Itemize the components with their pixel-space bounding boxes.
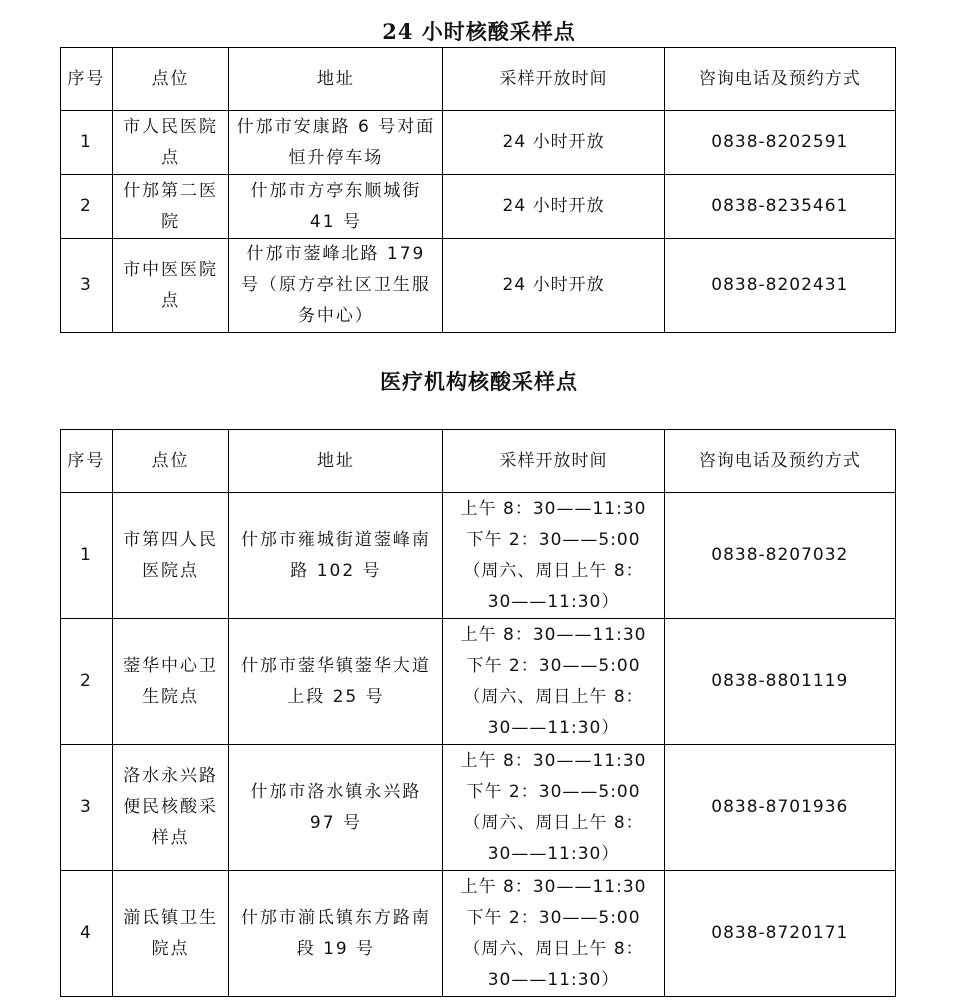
table-row (61, 619, 896, 745)
row-index: 2 (61, 175, 113, 239)
hours-weekend-line2: 30——11:30） (487, 969, 620, 990)
row-site: 市第四人民医院点 (112, 493, 229, 619)
header-index: 序号 (61, 430, 113, 493)
header-hours: 采样开放时间 (443, 430, 664, 493)
row-index: 4 (61, 871, 113, 997)
row-hours: 24 小时开放 (443, 175, 664, 239)
row-phone: 0838-8720171 (664, 871, 895, 997)
table-row (61, 871, 896, 997)
hours-afternoon: 下午 2：30——5:00 (466, 655, 641, 676)
medical-institution-sampling-sites-table (60, 429, 896, 997)
row-site: 洛水永兴路便民核酸采样点 (112, 745, 229, 871)
row-phone: 0838-8801119 (664, 619, 895, 745)
table-header-row (61, 48, 896, 111)
row-site: 蓥华中心卫生院点 (112, 619, 229, 745)
row-hours (443, 745, 664, 871)
row-hours: 24 小时开放 (443, 111, 664, 175)
row-address: 什邡市蓥华镇蓥华大道上段 25 号 (229, 619, 443, 745)
hours-weekend-line1: （周六、周日上午 8： (463, 938, 644, 959)
table-row (61, 493, 896, 619)
header-address: 地址 (229, 430, 443, 493)
row-site: 市中医医院点 (112, 239, 229, 333)
hours-afternoon: 下午 2：30——5:00 (466, 907, 641, 928)
row-index: 3 (61, 745, 113, 871)
24h-sampling-sites-table (60, 47, 896, 333)
row-index: 3 (61, 239, 113, 333)
table-row (61, 175, 896, 239)
row-phone: 0838-8202591 (664, 111, 895, 175)
row-index: 1 (61, 111, 113, 175)
row-hours (443, 871, 664, 997)
header-contact: 咨询电话及预约方式 (664, 48, 895, 111)
hours-weekend-line1: （周六、周日上午 8： (463, 560, 644, 581)
row-phone: 0838-8207032 (664, 493, 895, 619)
table-header-row (61, 430, 896, 493)
header-address: 地址 (229, 48, 443, 111)
hours-weekend-line2: 30——11:30） (487, 717, 620, 738)
row-hours (443, 493, 664, 619)
row-phone: 0838-8235461 (664, 175, 895, 239)
hours-weekend-line2: 30——11:30） (487, 843, 620, 864)
hours-morning: 上午 8：30——11:30 (460, 750, 647, 771)
hours-morning: 上午 8：30——11:30 (460, 876, 647, 897)
table2-title: 医疗机构核酸采样点 (380, 369, 578, 394)
row-site: 什邡第二医院 (112, 175, 229, 239)
row-hours (443, 619, 664, 745)
hours-afternoon: 下午 2：30——5:00 (466, 781, 641, 802)
row-address: 什邡市蓥峰北路 179 号（原方亭社区卫生服务中心） (229, 239, 443, 333)
table-row (61, 745, 896, 871)
hours-afternoon: 下午 2：30——5:00 (466, 529, 641, 550)
header-site: 点位 (112, 48, 229, 111)
row-index: 1 (61, 493, 113, 619)
header-contact: 咨询电话及预约方式 (664, 430, 895, 493)
table-row (61, 239, 896, 333)
row-address: 什邡市湔氐镇东方路南段 19 号 (229, 871, 443, 997)
header-hours: 采样开放时间 (443, 48, 664, 111)
row-address: 什邡市雍城街道蓥峰南路 102 号 (229, 493, 443, 619)
row-phone: 0838-8701936 (664, 745, 895, 871)
row-address: 什邡市安康路 6 号对面恒升停车场 (229, 111, 443, 175)
row-phone: 0838-8202431 (664, 239, 895, 333)
row-site: 市人民医院点 (112, 111, 229, 175)
hours-morning: 上午 8：30——11:30 (460, 624, 647, 645)
header-site: 点位 (112, 430, 229, 493)
hours-weekend-line1: （周六、周日上午 8： (463, 812, 644, 833)
row-site: 湔氐镇卫生院点 (112, 871, 229, 997)
header-index: 序号 (61, 48, 113, 111)
table-row (61, 111, 896, 175)
row-hours: 24 小时开放 (443, 239, 664, 333)
hours-weekend-line1: （周六、周日上午 8： (463, 686, 644, 707)
row-address: 什邡市方亭东顺城街 41 号 (229, 175, 443, 239)
table1-title: 24 小时核酸采样点 (382, 19, 576, 44)
hours-weekend-line2: 30——11:30） (487, 591, 620, 612)
row-index: 2 (61, 619, 113, 745)
row-address: 什邡市洛水镇永兴路 97 号 (229, 745, 443, 871)
hours-morning: 上午 8：30——11:30 (460, 498, 647, 519)
